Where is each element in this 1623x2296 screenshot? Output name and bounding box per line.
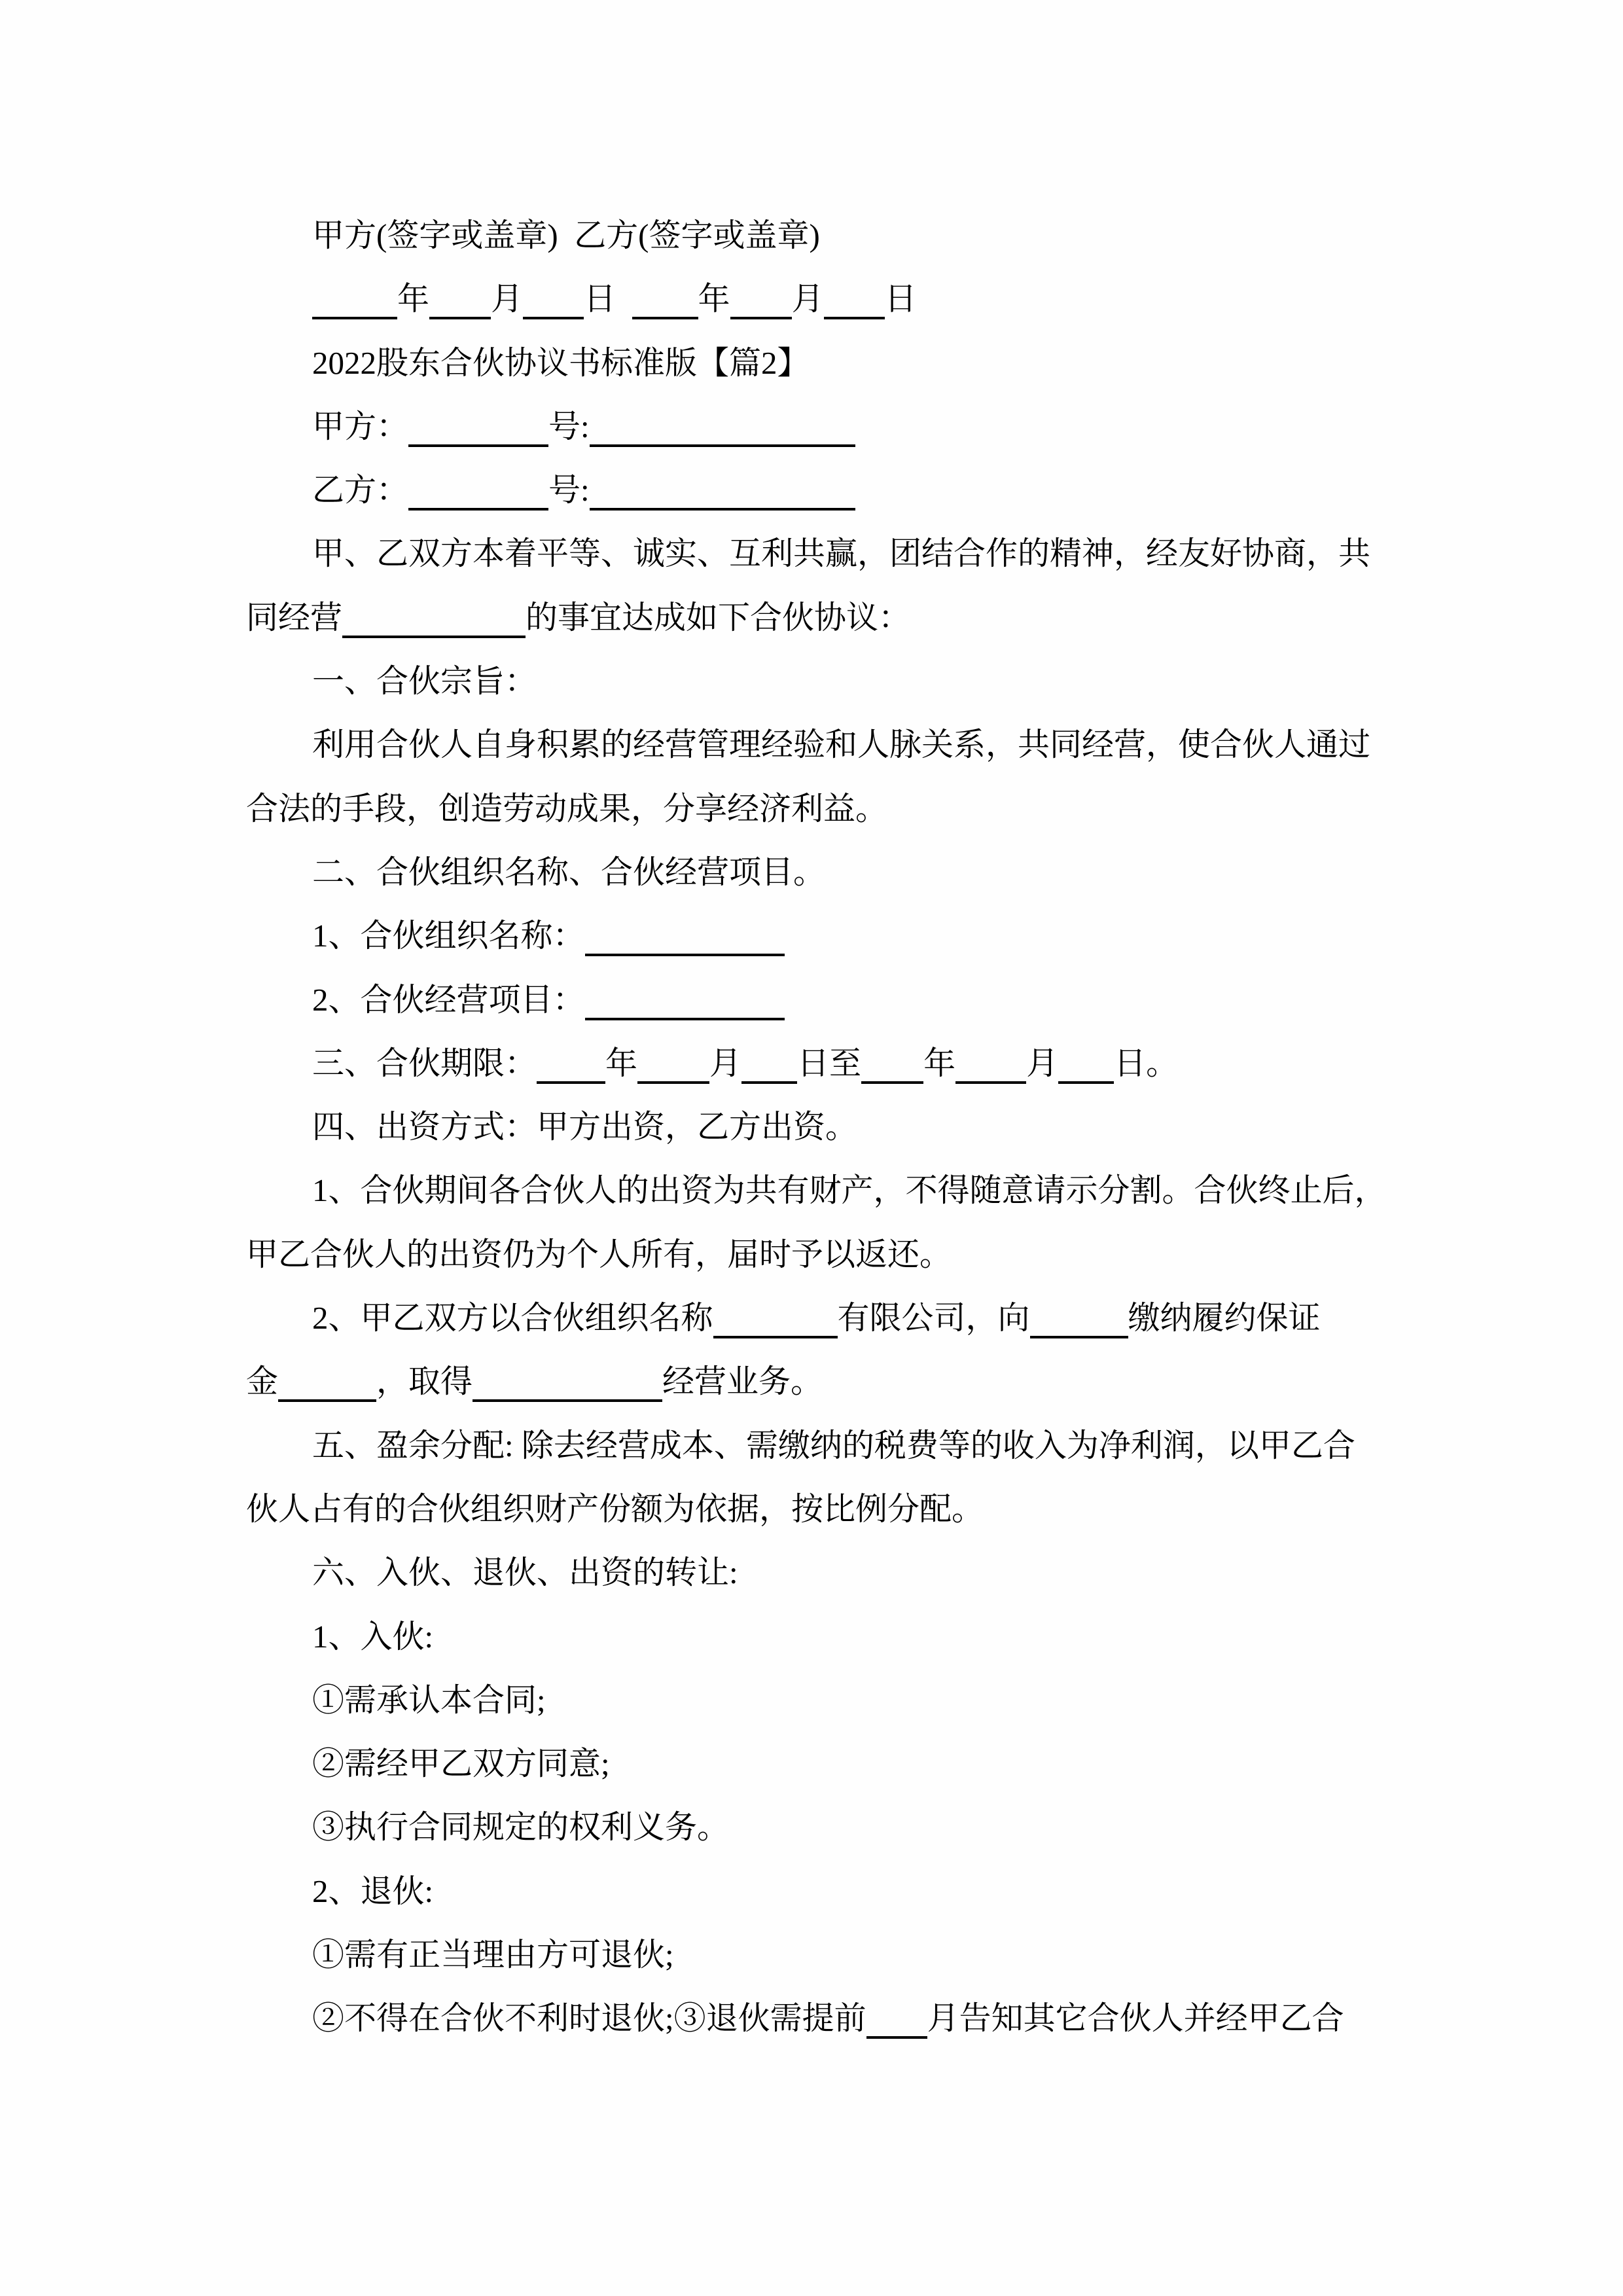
document-line	[246, 1923, 1418, 1986]
document-line	[246, 1095, 1418, 1158]
text-segment: 缴纳履约保证	[1128, 1300, 1321, 1336]
text-segment: 经营业务。	[662, 1363, 823, 1400]
text-segment: 号:	[548, 472, 590, 509]
document-line	[246, 777, 1418, 840]
blank-underline	[637, 1081, 709, 1084]
blank-underline	[1058, 1081, 1114, 1084]
text-segment: 六、入伙、退伙、出资的转让:	[312, 1554, 738, 1591]
text-segment: 甲、乙双方本着平等、诚实、互利共赢，团结合作的精神，经友好协商，共	[312, 535, 1371, 572]
text-segment: 日	[884, 281, 917, 317]
text-segment: 甲乙合伙人的出资仍为个人所有，届时予以返还。	[246, 1236, 952, 1272]
text-segment: ②不得在合伙不利时退伙;③退伙需提前	[312, 2000, 866, 2037]
blank-underline	[1030, 1336, 1128, 1338]
text-segment: 2、甲乙双方以合伙组织名称	[312, 1300, 713, 1336]
document-line	[246, 1605, 1418, 1668]
text-segment: 三、合伙期限：	[312, 1045, 537, 1081]
text-segment: 伙人占有的合伙组织财产份额为依据，按比例分配。	[246, 1490, 984, 1527]
blank-underline	[278, 1399, 376, 1402]
document-line	[246, 458, 1418, 522]
text-segment: 年	[605, 1045, 638, 1081]
text-segment: 乙方：	[312, 472, 409, 509]
text-segment: 五、盈余分配: 除去经营成本、需缴纳的税费等的收入为净利润，以甲乙合	[312, 1427, 1355, 1463]
document-body	[246, 204, 1418, 2051]
document-line	[246, 1031, 1418, 1095]
blank-underline	[741, 1081, 797, 1084]
blank-underline	[861, 1081, 923, 1084]
document-line	[246, 904, 1418, 967]
document-line	[246, 204, 1418, 267]
text-segment: 四、出资方式：甲方出资，乙方出资。	[312, 1109, 858, 1145]
blank-underline	[473, 1399, 662, 1402]
text-segment: 月	[1026, 1045, 1059, 1081]
text-segment: 日。	[1114, 1045, 1179, 1081]
blank-underline	[730, 317, 792, 319]
text-segment: ，取得	[376, 1363, 473, 1400]
text-segment: 号:	[548, 408, 590, 444]
blank-underline	[312, 317, 397, 319]
text-segment: 月告知其它合伙人并经甲乙合	[927, 2000, 1344, 2037]
blank-underline	[824, 317, 885, 319]
document-line	[246, 1795, 1418, 1859]
text-segment: 二、合伙组织名称、合伙经营项目。	[312, 853, 826, 890]
blank-underline	[955, 1081, 1026, 1084]
document-line	[246, 1986, 1418, 2050]
text-segment: 有限公司，向	[837, 1300, 1030, 1336]
blank-underline	[408, 444, 548, 447]
text-segment: 1、合伙组织名称：	[312, 918, 585, 954]
blank-underline	[523, 317, 584, 319]
text-segment: 甲方(签字或盖章) 乙方(签字或盖章)	[312, 217, 820, 253]
document-line	[246, 1158, 1418, 1222]
text-segment: 月	[791, 281, 824, 317]
document-line	[246, 1859, 1418, 1923]
document-line	[246, 331, 1418, 395]
text-segment: 日至	[797, 1045, 862, 1081]
text-segment: 月	[709, 1045, 742, 1081]
blank-underline	[408, 508, 548, 511]
text-segment: 的事宜达成如下合伙协议：	[526, 599, 911, 636]
document-line	[246, 586, 1418, 649]
text-segment: 日	[584, 281, 616, 317]
text-segment: 1、合伙期间各合伙人的出资为共有财产，不得随意请示分割。合伙终止后，	[312, 1172, 1387, 1209]
document-line	[246, 1286, 1418, 1350]
text-segment: ③执行合同规定的权利义务。	[312, 1809, 730, 1846]
blank-underline	[590, 508, 855, 511]
blank-underline	[632, 317, 698, 319]
document-line	[246, 1541, 1418, 1604]
text-segment: 甲方：	[312, 408, 409, 444]
document-line	[246, 267, 1418, 331]
document-line	[246, 1732, 1418, 1795]
blank-underline	[429, 317, 491, 319]
document-line	[246, 649, 1418, 713]
text-segment: 年	[698, 281, 730, 317]
blank-underline	[713, 1336, 838, 1338]
blank-underline	[342, 636, 526, 638]
document-line	[246, 1223, 1418, 1286]
text-segment: ②需经甲乙双方同意;	[312, 1746, 610, 1782]
text-segment: 一、合伙宗旨：	[312, 663, 537, 700]
text-segment: 月	[491, 281, 524, 317]
document-line	[246, 522, 1418, 585]
blank-underline	[537, 1081, 605, 1084]
text-segment: 金	[246, 1363, 279, 1400]
text-segment: 年	[397, 281, 430, 317]
document-line	[246, 395, 1418, 458]
text-segment: 2、合伙经营项目：	[312, 981, 585, 1018]
text-segment: 2、退伙:	[312, 1873, 434, 1909]
document-line	[246, 1477, 1418, 1541]
document-line	[246, 713, 1418, 776]
text-segment: 同经营	[246, 599, 343, 636]
text-segment: ①需承认本合同;	[312, 1681, 546, 1718]
document-line	[246, 1414, 1418, 1477]
text-segment: 合法的手段，创造劳动成果，分享经济利益。	[246, 790, 888, 827]
document-line	[246, 840, 1418, 904]
document-line	[246, 1668, 1418, 1732]
text-segment: 年	[923, 1045, 956, 1081]
document-line	[246, 968, 1418, 1031]
document-line	[246, 1350, 1418, 1413]
text-segment: 2022股东合伙协议书标准版【篇2】	[312, 344, 810, 381]
text-segment: 利用合伙人自身积累的经营管理经验和人脉关系，共同经营，使合伙人通过	[312, 726, 1371, 763]
blank-underline	[866, 2036, 927, 2039]
text-segment: 1、入伙:	[312, 1618, 434, 1655]
blank-underline	[585, 1018, 785, 1020]
blank-underline	[590, 444, 855, 447]
blank-underline	[585, 954, 785, 956]
text-segment: ①需有正当理由方可退伙;	[312, 1937, 674, 1973]
text-segment	[616, 281, 632, 317]
